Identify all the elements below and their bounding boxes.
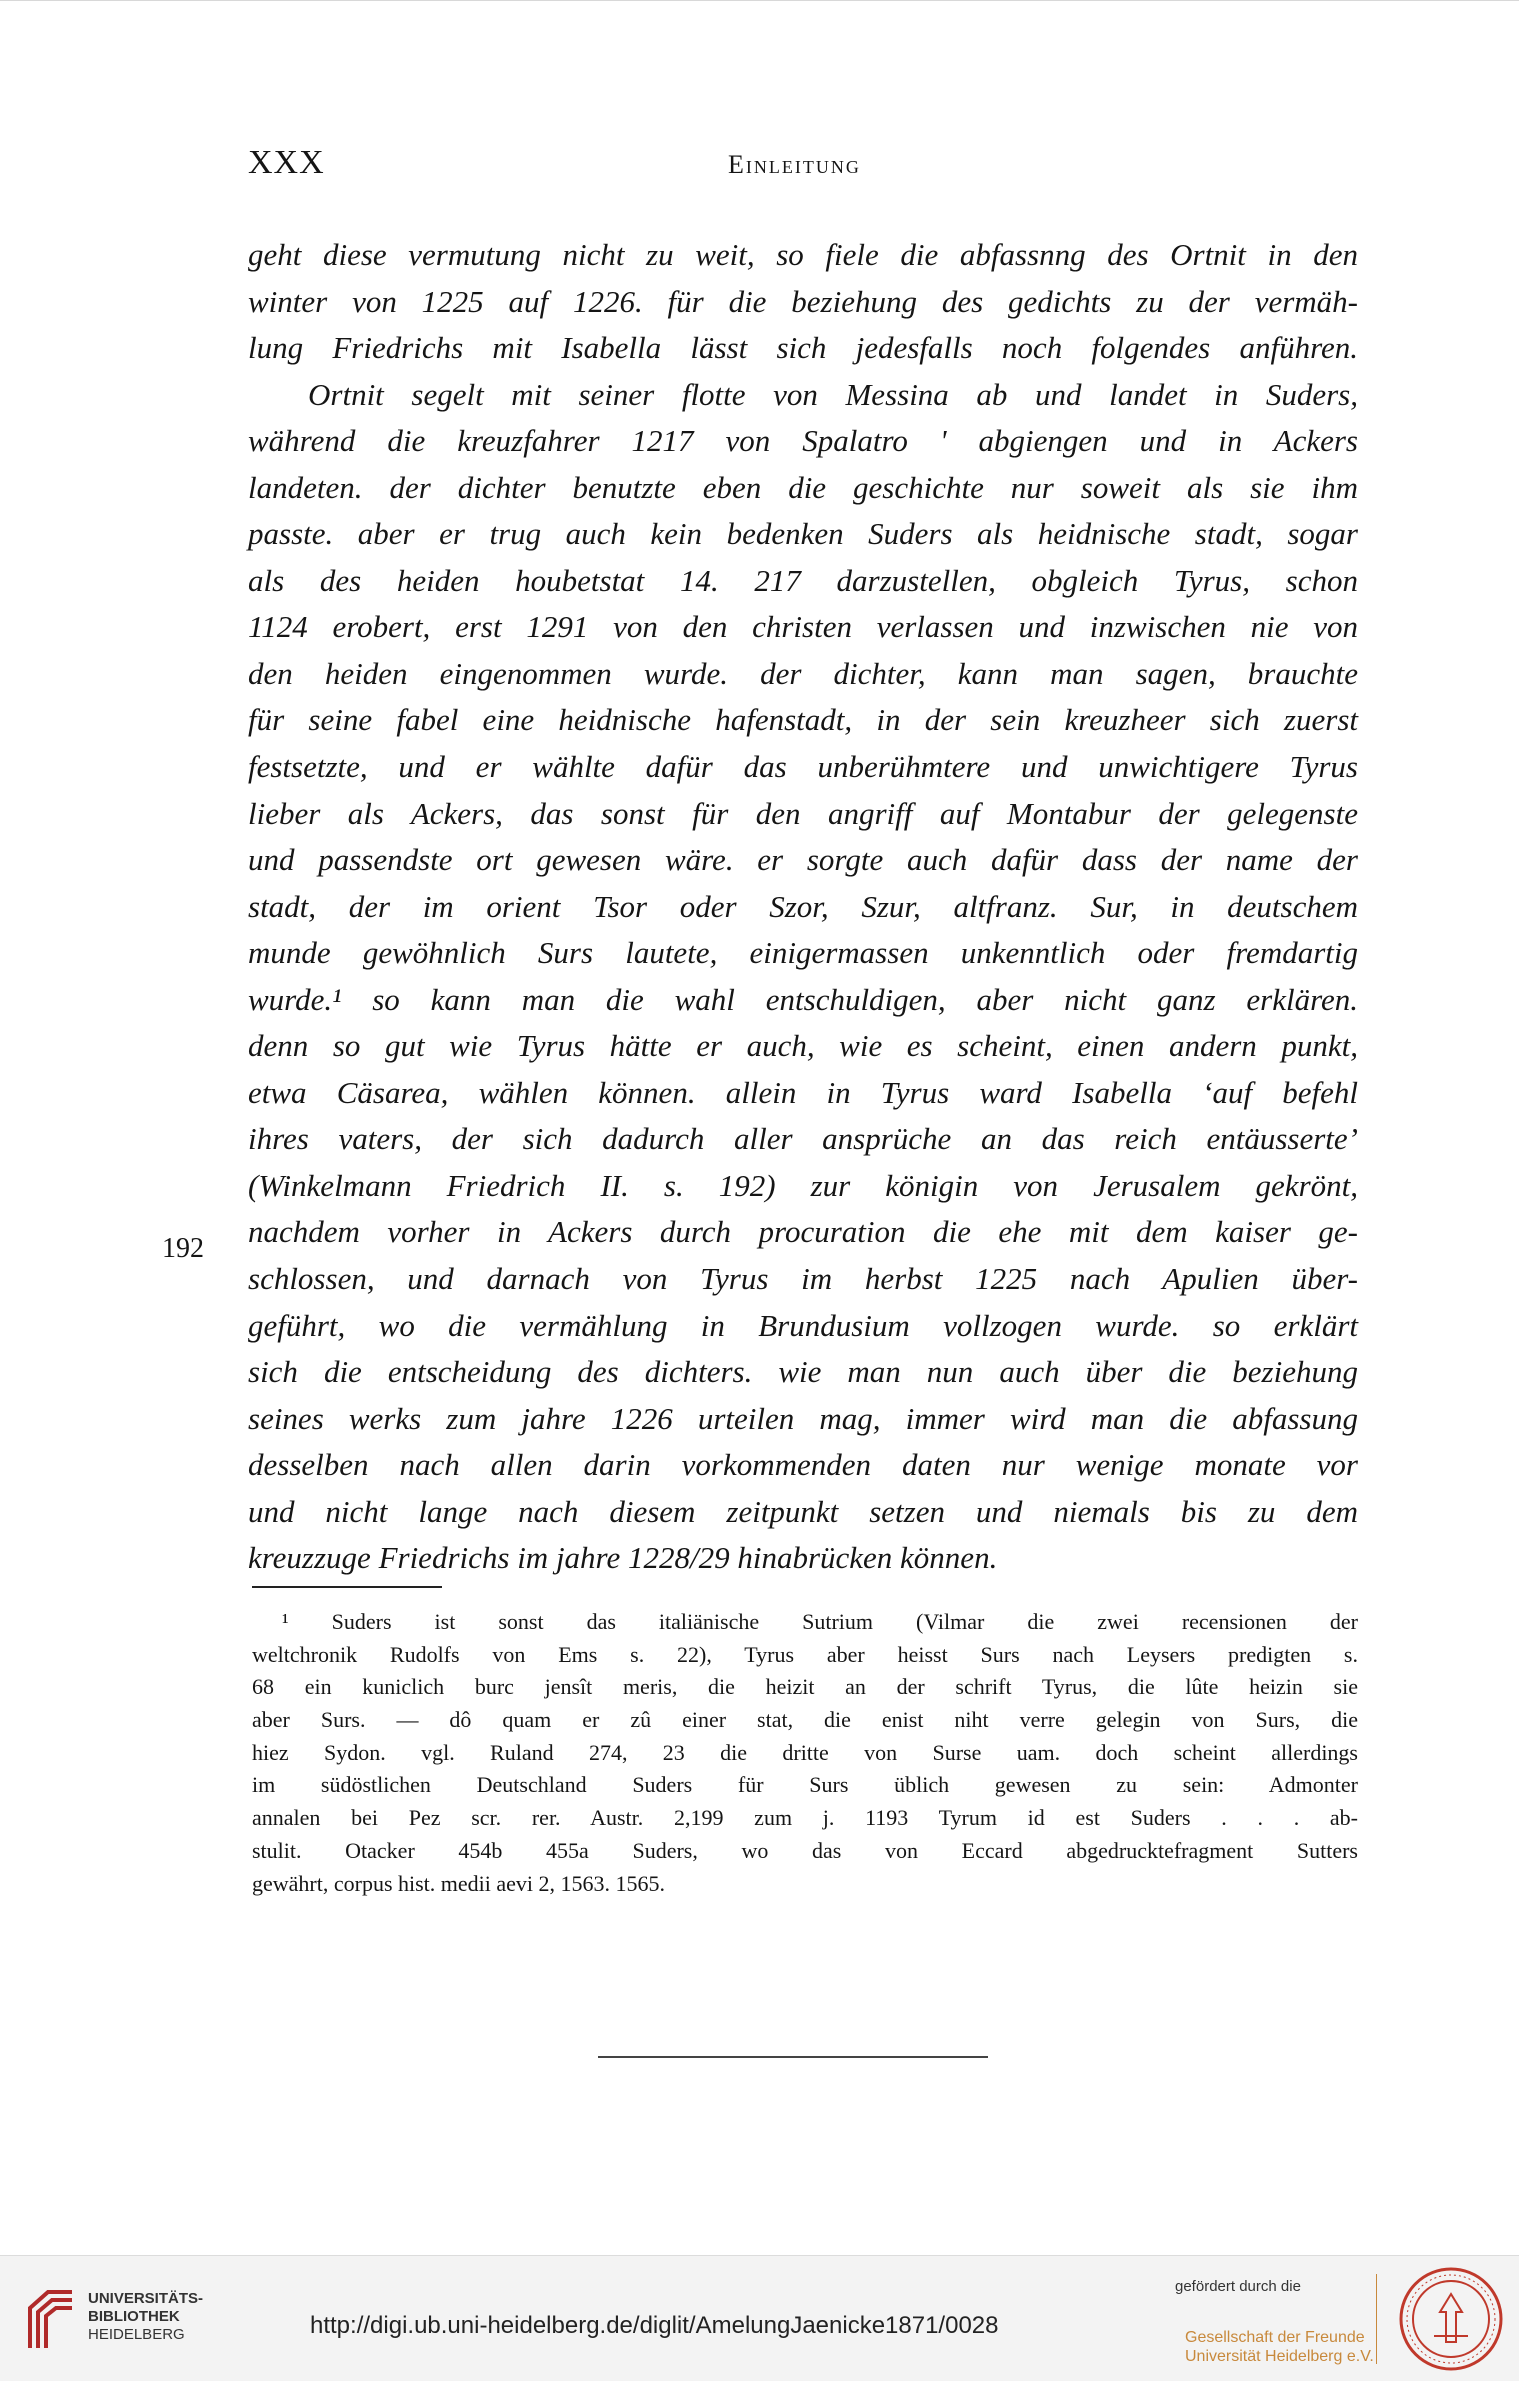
- text-line: kreuzzuge Friedrichs im jahre 1228/29 hinabrücken können.: [248, 1540, 998, 1576]
- sponsor-label: gefördert durch die: [1175, 2278, 1301, 2295]
- footnote-line: 68 ein kuniclich burc jensît meris, die heizit an der schrift Tyrus, die lûte heizin sie: [252, 1674, 1358, 1700]
- text-line: winter von 1225 auf 1226. für die beziehung des gedichts zu der vermäh-: [248, 283, 1358, 319]
- page-number: XXX: [248, 144, 325, 181]
- text-line: geht diese vermutung nicht zu weit, so fiele die abfassnng des Ortnit in den: [248, 237, 1358, 272]
- text-line: lung Friedrichs mit Isabella lässt sich jedesfalls noch folgendes anführen.: [248, 330, 1358, 366]
- text-line: Ortnit segelt mit seiner flotte von Messina ab und landet in Suders,: [308, 376, 1358, 412]
- footnote-line: weltchronik Rudolfs von Ems s. 22), Tyrus aber heisst Surs nach Leysers predigten s.: [252, 1641, 1358, 1667]
- text-line: 1124 erobert, erst 1291 von den christen verlassen und inzwischen nie von: [248, 609, 1358, 645]
- footnote-line: aber Surs. — dô quam er zû einer stat, die enist niht verre gelegin von Surs, die: [252, 1707, 1358, 1733]
- text-line: desselben nach allen darin vorkommenden daten nur wenige monate vor: [248, 1447, 1358, 1483]
- text-line: während die kreuzfahrer 1217 von Spalatro ' abgiengen und in Ackers: [248, 423, 1358, 459]
- library-name: [88, 2290, 203, 2344]
- text-line: geführt, wo die vermählung in Brundusium vollzogen wurde. so erklärt: [248, 1307, 1358, 1343]
- end-rule: [598, 2056, 988, 2058]
- sponsor-name-line: Universität Heidelberg e.V.: [1185, 2348, 1374, 2365]
- text-line: nachdem vorher in Ackers durch procuration die ehe mit dem kaiser ge-: [248, 1214, 1358, 1250]
- text-line: munde gewöhnlich Surs lautete, einigermassen unkenntlich oder fremdartig: [248, 935, 1358, 971]
- footnote-line: im südöstlichen Deutschland Suders für Surs üblich gewesen zu sein: Admonter: [252, 1772, 1358, 1798]
- library-name-line: UNIVERSITÄTS-: [88, 2290, 204, 2307]
- footnote-rule: [252, 1586, 442, 1588]
- footnote-line: gewährt, corpus hist. medii aevi 2, 1563. 1565.: [252, 1870, 666, 1896]
- text-line: für seine fabel eine heidnische hafenstadt, in der sein kreuzheer sich zuerst: [248, 702, 1358, 738]
- footnotes: [252, 1606, 1358, 1900]
- page-header: [248, 144, 1258, 184]
- library-name-line: BIBLIOTHEK: [88, 2308, 180, 2325]
- sponsor-name: [1185, 2328, 1374, 2366]
- text-line: und nicht lange nach diesem zeitpunkt setzen und niemals bis zu dem: [248, 1493, 1358, 1529]
- footnote-line: ¹ Suders ist sonst das italiänische Sutrium (Vilmar die zwei recensionen der: [282, 1609, 1358, 1634]
- text-line: landeten. der dichter benutzte eben die geschichte nur soweit als sie ihm: [248, 469, 1358, 505]
- running-head: Einleitung: [728, 150, 861, 179]
- text-line: sich die entscheidung des dichters. wie man nun auch über die beziehung: [248, 1354, 1358, 1390]
- text-line: den heiden eingenommen wurde. der dichter, kann man sagen, brauchte: [248, 655, 1358, 691]
- university-seal-icon: [1398, 2266, 1504, 2372]
- sponsor-name-line: Gesellschaft der Freunde: [1185, 2329, 1365, 2346]
- text-line: seines werks zum jahre 1226 urteilen mag, immer wird man die abfassung: [248, 1400, 1358, 1436]
- text-line: denn so gut wie Tyrus hätte er auch, wie es scheint, einen andern punkt,: [248, 1028, 1358, 1064]
- library-name-line: HEIDELBERG: [88, 2326, 185, 2343]
- text-line: passte. aber er trug auch kein bedenken Suders als heidnische stadt, sogar: [248, 516, 1358, 552]
- text-line: etwa Cäsarea, wählen können. allein in Tyrus ward Isabella ‘auf befehl: [248, 1074, 1358, 1110]
- text-line: ihres vaters, der sich dadurch aller ansprüche an das reich entäusserte’: [248, 1121, 1358, 1157]
- scan-edge: [0, 0, 1519, 1]
- body-text: [248, 232, 1358, 1582]
- digitization-footer: [0, 2255, 1519, 2381]
- footnote-line: annalen bei Pez scr. rer. Austr. 2,199 zum j. 1193 Tyrum id est Suders . . . ab-: [252, 1805, 1358, 1831]
- footnote-line: hiez Sydon. vgl. Ruland 274, 23 die dritte von Surse uam. doch scheint allerdings: [252, 1739, 1358, 1765]
- margin-page-number: 192: [162, 1233, 204, 1264]
- text-line: stadt, der im orient Tsor oder Szor, Szur, altfranz. Sur, in deutschem: [248, 888, 1358, 924]
- footnote-line: stulit. Otacker 454b 455a Suders, wo das von Eccard abgedrucktefragment Sutters: [252, 1837, 1358, 1863]
- text-line: und passendste ort gewesen wäre. er sorgte auch dafür dass der name der: [248, 842, 1358, 878]
- text-line: (Winkelmann Friedrich II. s. 192) zur königin von Jerusalem gekrönt,: [248, 1167, 1358, 1203]
- text-line: schlossen, und darnach von Tyrus im herbst 1225 nach Apulien über-: [248, 1261, 1358, 1297]
- permalink-url[interactable]: http://digi.ub.uni-heidelberg.de/diglit/AmelungJaenicke1871/0028: [310, 2312, 999, 2339]
- text-line: festsetzte, und er wählte dafür das unberühmtere und unwichtigere Tyrus: [248, 749, 1358, 785]
- library-logo-icon: [26, 2288, 76, 2354]
- text-line: wurde.¹ so kann man die wahl entschuldigen, aber nicht ganz erklären.: [248, 981, 1358, 1017]
- text-line: als des heiden houbetstat 14. 217 darzustellen, obgleich Tyrus, schon: [248, 562, 1358, 598]
- footer-divider: [1376, 2274, 1377, 2364]
- text-line: lieber als Ackers, das sonst für den angriff auf Montabur der gelegenste: [248, 795, 1358, 831]
